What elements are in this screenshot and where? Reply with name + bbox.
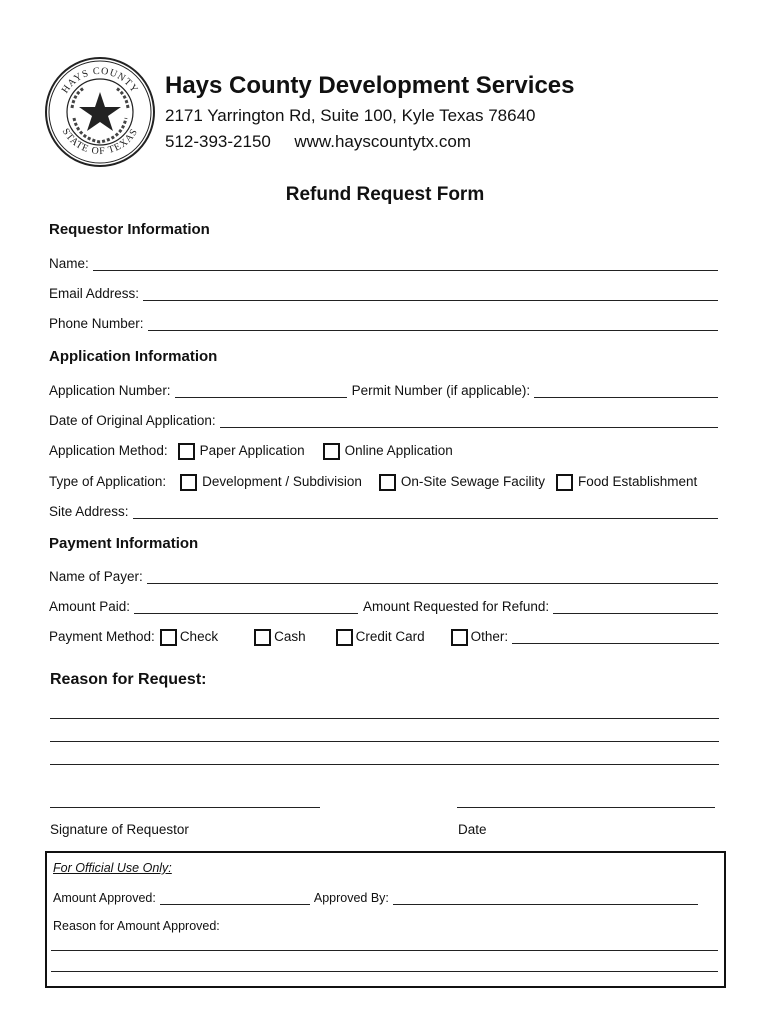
name-row	[49, 251, 718, 271]
form-title: Refund Request Form	[285, 184, 485, 205]
check-label: Check	[179, 629, 219, 644]
other-field[interactable]	[512, 628, 719, 644]
amount-paid-label: Amount Paid:	[49, 599, 131, 614]
check-option[interactable]	[160, 627, 218, 644]
site-address-field[interactable]	[133, 503, 718, 519]
reason-heading: Reason for Request:	[50, 671, 207, 688]
amount-approved-field[interactable]	[160, 891, 310, 905]
date-label: Date	[458, 822, 487, 837]
phone-row	[49, 311, 718, 331]
org-contact	[165, 132, 471, 152]
credit-card-checkbox[interactable]	[336, 629, 353, 646]
app-number-field[interactable]	[175, 382, 347, 398]
amount-row	[49, 594, 718, 614]
section-payment-heading: Payment Information	[49, 535, 199, 552]
permit-number-label: Permit Number (if applicable):	[351, 383, 531, 398]
payer-row	[49, 564, 718, 584]
county-seal-icon	[44, 56, 156, 168]
site-address-label: Site Address:	[49, 504, 129, 519]
phone-label: Phone Number:	[49, 316, 144, 331]
approved-by-label: Approved By:	[313, 891, 389, 905]
official-use-title: For Official Use Only:	[53, 861, 172, 875]
app-method-row	[49, 438, 718, 458]
app-method-label: Application Method:	[49, 443, 168, 458]
reason-approved-line-2[interactable]	[51, 971, 718, 972]
amount-requested-label: Amount Requested for Refund:	[363, 599, 550, 614]
cash-checkbox[interactable]	[254, 629, 271, 646]
food-establishment-option[interactable]	[556, 472, 697, 489]
on-site-sewage-label: On-Site Sewage Facility	[400, 474, 545, 489]
payment-method-label: Payment Method:	[49, 629, 155, 644]
email-label: Email Address:	[49, 286, 140, 301]
section-application-heading: Application Information	[49, 348, 218, 365]
seal-text-top: HAYS COUNTY	[59, 65, 141, 96]
credit-card-label: Credit Card	[355, 629, 425, 644]
reason-approved-row	[53, 915, 718, 933]
online-application-label: Online Application	[344, 443, 453, 458]
org-website: www.hayscountytx.com	[294, 132, 472, 151]
seal-text-bottom: STATE OF TEXAS	[59, 126, 141, 158]
online-application-option[interactable]	[323, 441, 453, 458]
date-original-label: Date of Original Application:	[49, 413, 216, 428]
development-subdivision-option[interactable]	[180, 472, 362, 489]
reason-line-3[interactable]	[50, 764, 719, 765]
payment-method-row	[49, 624, 719, 644]
app-type-label: Type of Application:	[49, 474, 167, 489]
approved-by-field[interactable]	[393, 891, 698, 905]
on-site-sewage-option[interactable]	[379, 472, 545, 489]
payer-field[interactable]	[147, 568, 718, 584]
development-subdivision-label: Development / Subdivision	[202, 474, 362, 489]
credit-card-option[interactable]	[336, 627, 425, 644]
food-establishment-checkbox[interactable]	[556, 474, 573, 491]
app-number-row	[49, 378, 718, 398]
approval-row	[53, 887, 698, 905]
phone-field[interactable]	[148, 315, 718, 331]
reason-approved-line-1[interactable]	[51, 950, 718, 951]
on-site-sewage-checkbox[interactable]	[379, 474, 396, 491]
cash-label: Cash	[274, 629, 306, 644]
check-checkbox[interactable]	[160, 629, 177, 646]
app-number-label: Application Number:	[49, 383, 171, 398]
svg-text:HAYS COUNTY	[60, 66, 140, 96]
online-application-checkbox[interactable]	[323, 443, 340, 460]
amount-paid-field[interactable]	[134, 598, 358, 614]
reason-line-2[interactable]	[50, 741, 719, 742]
email-row	[49, 281, 718, 301]
paper-application-label: Paper Application	[199, 443, 305, 458]
date-field[interactable]	[457, 807, 715, 808]
other-label: Other:	[470, 629, 509, 644]
amount-requested-field[interactable]	[553, 598, 718, 614]
county-seal-logo	[44, 56, 156, 168]
reason-approved-label: Reason for Amount Approved:	[53, 919, 220, 933]
org-name: Hays County Development Services	[165, 72, 575, 99]
other-option[interactable]	[451, 627, 509, 644]
paper-application-checkbox[interactable]	[178, 443, 195, 460]
app-type-row	[49, 469, 718, 489]
other-checkbox[interactable]	[451, 629, 468, 646]
development-subdivision-checkbox[interactable]	[180, 474, 197, 491]
paper-application-option[interactable]	[178, 441, 305, 458]
date-original-field[interactable]	[220, 412, 718, 428]
email-field[interactable]	[143, 285, 718, 301]
name-label: Name:	[49, 256, 89, 271]
cash-option[interactable]	[254, 627, 306, 644]
org-phone: 512-393-2150	[165, 132, 271, 151]
food-establishment-label: Food Establishment	[577, 474, 698, 489]
date-row	[49, 408, 718, 428]
section-requestor-heading: Requestor Information	[49, 221, 210, 238]
amount-approved-label: Amount Approved:	[53, 891, 156, 905]
name-field[interactable]	[93, 255, 718, 271]
payer-label: Name of Payer:	[49, 569, 143, 584]
org-address: 2171 Yarrington Rd, Suite 100, Kyle Texas 78640	[165, 106, 536, 125]
reason-line-1[interactable]	[50, 718, 719, 719]
signature-label: Signature of Requestor	[50, 822, 189, 837]
permit-number-field[interactable]	[534, 382, 718, 398]
signature-field[interactable]	[50, 807, 320, 808]
official-use-box	[45, 851, 726, 988]
site-address-row	[49, 499, 718, 519]
